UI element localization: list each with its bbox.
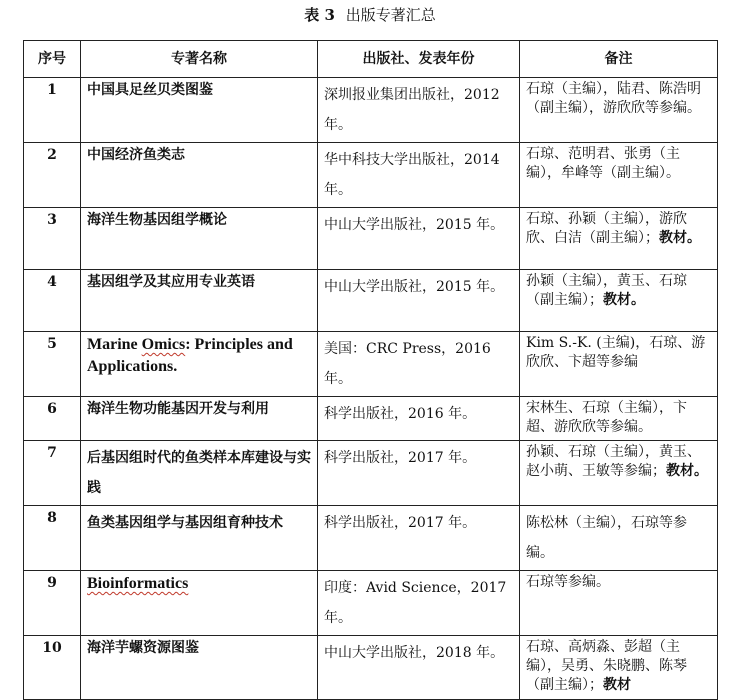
row-publisher: 科学出版社，2016 年。 (318, 397, 520, 441)
row-no: 3 (24, 208, 81, 270)
row-note (520, 208, 718, 270)
row-no: 5 (24, 332, 81, 397)
note-text: 孙颖（主编），黄玉、石琼（副主编）； (526, 273, 687, 308)
header-note: 备注 (520, 41, 718, 78)
table-row (24, 571, 718, 636)
note-extra: 教材。 (666, 463, 708, 479)
row-no: 4 (24, 270, 81, 332)
row-publisher: 印度：Avid Science，2017 年。 (318, 571, 520, 636)
note-text: 石琼、孙颖（主编），游欣欣、白洁（副主编）； (526, 211, 687, 246)
row-name: 基因组学及其应用专业英语 (81, 270, 318, 332)
note-text: Kim S.-K. (主编)，石琼、游欣欣、卞超等参编 (526, 335, 706, 370)
row-name (81, 332, 318, 397)
row-publisher: 美国：CRC Press，2016 年。 (318, 332, 520, 397)
table-row (24, 208, 718, 270)
table-row (24, 143, 718, 208)
row-no: 8 (24, 506, 81, 571)
table-row (24, 332, 718, 397)
row-note (520, 397, 718, 441)
table-row (24, 78, 718, 143)
table-caption (0, 4, 740, 26)
row-name (81, 571, 318, 636)
note-extra: 教材。 (603, 292, 645, 308)
row-no: 1 (24, 78, 81, 143)
row-name: 后基因组时代的鱼类样本库建设与实践 (81, 441, 318, 506)
row-name: 海洋生物功能基因开发与利用 (81, 397, 318, 441)
note-text: 孙颖、石琼（主编），黄玉、赵小萌、王敏等参编； (526, 444, 701, 479)
row-no: 9 (24, 571, 81, 636)
row-publisher: 中山大学出版社，2015 年。 (318, 208, 520, 270)
table-row (24, 397, 718, 441)
row-name: 中国具足丝贝类图鉴 (81, 78, 318, 143)
row-note (520, 78, 718, 143)
header-publisher: 出版社、发表年份 (318, 41, 520, 78)
table-row (24, 441, 718, 506)
row-name: 海洋芋螺资源图鉴 (81, 636, 318, 700)
table-row (24, 636, 718, 700)
row-publisher: 深圳报业集团出版社，2012 年。 (318, 78, 520, 143)
caption-title: 出版专著汇总 (345, 6, 436, 24)
row-note (520, 636, 718, 700)
table-header-row (24, 41, 718, 78)
row-note (520, 506, 718, 571)
note-text: 石琼、范明君、张勇（主编），牟峰等（副主编）。 (526, 146, 680, 181)
row-note (520, 441, 718, 506)
note-extra: 教材。 (659, 230, 701, 246)
row-publisher: 科学出版社，2017 年。 (318, 506, 520, 571)
row-publisher: 科学出版社，2017 年。 (318, 441, 520, 506)
row-name: 鱼类基因组学与基因组育种技术 (81, 506, 318, 571)
row-name: 海洋生物基因组学概论 (81, 208, 318, 270)
row-name: 中国经济鱼类志 (81, 143, 318, 208)
row-no: 10 (24, 636, 81, 700)
header-name: 专著名称 (81, 41, 318, 78)
row-note (520, 143, 718, 208)
row-note (520, 332, 718, 397)
row-publisher: 华中科技大学出版社，2014 年。 (318, 143, 520, 208)
row-name-text: Bioinformatics (87, 575, 189, 592)
note-text: 陈松林（主编），石琼等参编。 (526, 515, 687, 561)
table-row (24, 270, 718, 332)
row-no: 7 (24, 441, 81, 506)
row-publisher: 中山大学出版社，2018 年。 (318, 636, 520, 700)
row-note (520, 270, 718, 332)
header-no: 序号 (24, 41, 81, 78)
monograph-table (23, 40, 718, 700)
note-text: 石琼、高炳淼、彭超（主编），吴勇、朱晓鹏、陈琴（副主编）； (526, 639, 687, 693)
row-name-text: Marine Omics: Principles and Applications. (87, 336, 293, 375)
row-note (520, 571, 718, 636)
caption-label: 表 3 (304, 6, 335, 24)
note-text: 石琼等参编。 (526, 574, 610, 590)
table-row (24, 506, 718, 571)
row-no: 2 (24, 143, 81, 208)
note-text: 宋林生、石琼（主编），卞超、游欣欣等参编。 (526, 400, 687, 435)
note-text: 石琼（主编），陆君、陈浩明（副主编），游欣欣等参编。 (526, 81, 701, 116)
row-publisher: 中山大学出版社，2015 年。 (318, 270, 520, 332)
row-no: 6 (24, 397, 81, 441)
note-extra: 教材 (603, 677, 631, 693)
